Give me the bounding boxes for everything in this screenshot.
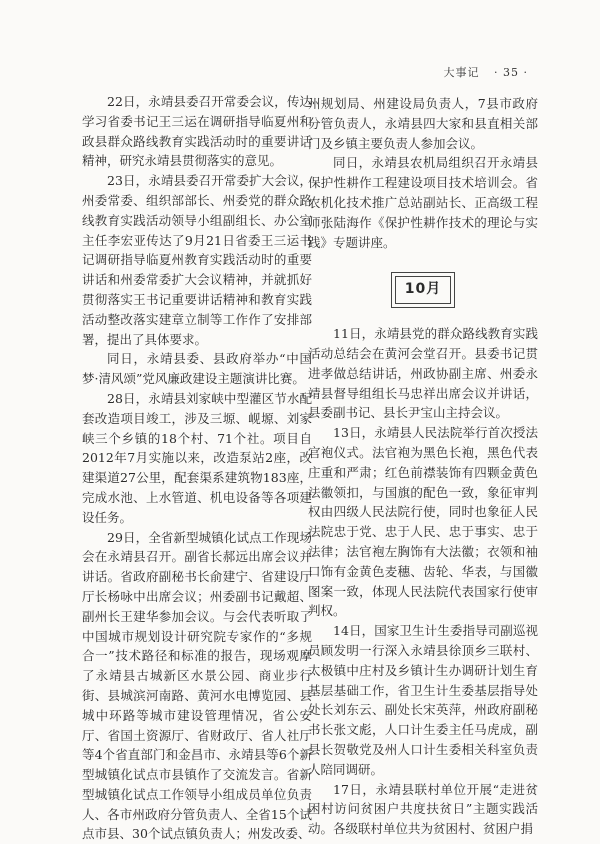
month-heading bbox=[308, 272, 538, 308]
right-column bbox=[308, 94, 538, 839]
paragraph: 22日，永靖县委召开常委会议，传达学习省委书记王三运在调研指导临夏州和政县群众路线教育实践活动时的重要讲话精神，研究永靖县贯彻落实的意见。 bbox=[82, 94, 312, 169]
running-header bbox=[444, 64, 528, 80]
paragraph: 13日，永靖县人民法院举行首次授法官袍仪式。法官袍为黑色长袍，黑色代表庄重和严肃；红色前襟装饰有四颗金黄色法徽领扣，与国旗的配色一致，象征审判权由四级人民法院行使，同时也象征人民法院忠于党、忠于人民、忠于事实、忠于法律；法官袍左胸饰有大法徽；衣领和袖口饰有金黄色麦穗、齿轮、华表，与国徽图案一致，体现人民法院代表国家行使审判权。 bbox=[308, 425, 538, 619]
paragraph: 29日，全省新型城镇化试点工作现场会在永靖县召开。副省长郝远出席会议并讲话。省政府副秘书长俞建宁、省建设厅厅长杨咏中出席会议；州委副书记戴超、副州长王建华参加会议。与会代表听取了中国城市规划设计研究院专家作的“多规合一”技术路径和标准的报告，现场观摩了永靖县古城新区水景公园、商业步行街、县城滨河南路、黄河水电博览园、县城中环路等城市建设管理情况，省公安厅、省国土资源厅、省财政厅、省人社厅等4个省直部门和金昌市、永靖县等6个新型城镇化试点市县镇作了交流发言。省新型城镇化试点工作领导小组成员单位负责人、各市州政府分管负责人、全省15个试点市县、30个试点镇负责人；州发改委、 bbox=[82, 529, 312, 842]
paragraph: 州规划局、州建设局负责人，7县市政府分管负责人，永靖县四大家和县直相关部门及乡镇主要负责人参加会议。 bbox=[308, 96, 538, 151]
month-label: 10月 bbox=[395, 276, 451, 304]
paragraph: 11日，永靖县党的群众路线教育实践活动总结会在黄河会堂召开。县委书记贯进孝做总结讲话，州政协副主席、州委永靖县督导组组长马忠祥出席会议并讲话，县委副书记、县长尹宝山主持会议。 bbox=[308, 326, 538, 421]
paragraph: 同日，永靖县农机局组织召开永靖县保护性耕作工程建设项目技术培训会。省农机化技术推广总站副站长、正高级工程师张陆海作《保护性耕作技术的理论与实践》专题讲座。 bbox=[308, 155, 538, 250]
paragraph: 14日，国家卫生计生委指导司副巡视员顾发明一行深入永靖县徐顶乡三联村、太极镇中庄村及乡镇计生办调研计划生育基层基础工作，省卫生计生委基层指导处处长刘东云、副处长宋英萍，州政府副秘书长张文彪，人口计生委主任马虎成，副县长贺敬党及州人口计生委相关科室负责人陪同调研。 bbox=[308, 623, 538, 777]
section-title: 大事记 bbox=[443, 66, 480, 79]
paragraph: 28日，永靖县刘家峡中型灌区节水配套改造项目竣工，涉及三塬、岘塬、刘家峡三个乡镇的18个村、71个社。项目自2012年7月实施以来，改造泵站2座，改建渠道27公里，配套渠系建筑物183座，完成水池、上水管道、机电设备等各项建设任务。 bbox=[82, 390, 312, 525]
left-column bbox=[82, 92, 312, 844]
page-number: · 35 · bbox=[494, 66, 528, 79]
month-box bbox=[391, 272, 455, 308]
paragraph: 同日，永靖县委、县政府举办“中国梦·清风颂”党风廉政建设主题演讲比赛。 bbox=[82, 351, 312, 387]
paragraph: 23日，永靖县委召开常委扩大会议，州委常委、组织部部长、州委党的群众路线教育实践活动领导小组副组长、办公室主任李宏亚传达了9月21日省委王三运书记调研指导临夏州教育实践活动时的重要讲话和州委常委扩大会议精神，并就抓好贯彻落实王书记重要讲话精神和教育实践活动整改落实建章立制等工作作了安排部署，提出了具体要求。 bbox=[82, 173, 312, 347]
paragraph: 17日，永靖县联村单位开展“走进贫困村访问贫困户共度扶贫日”主题实践活动。各级联村单位共为贫困村、贫困户捐 bbox=[308, 781, 538, 837]
